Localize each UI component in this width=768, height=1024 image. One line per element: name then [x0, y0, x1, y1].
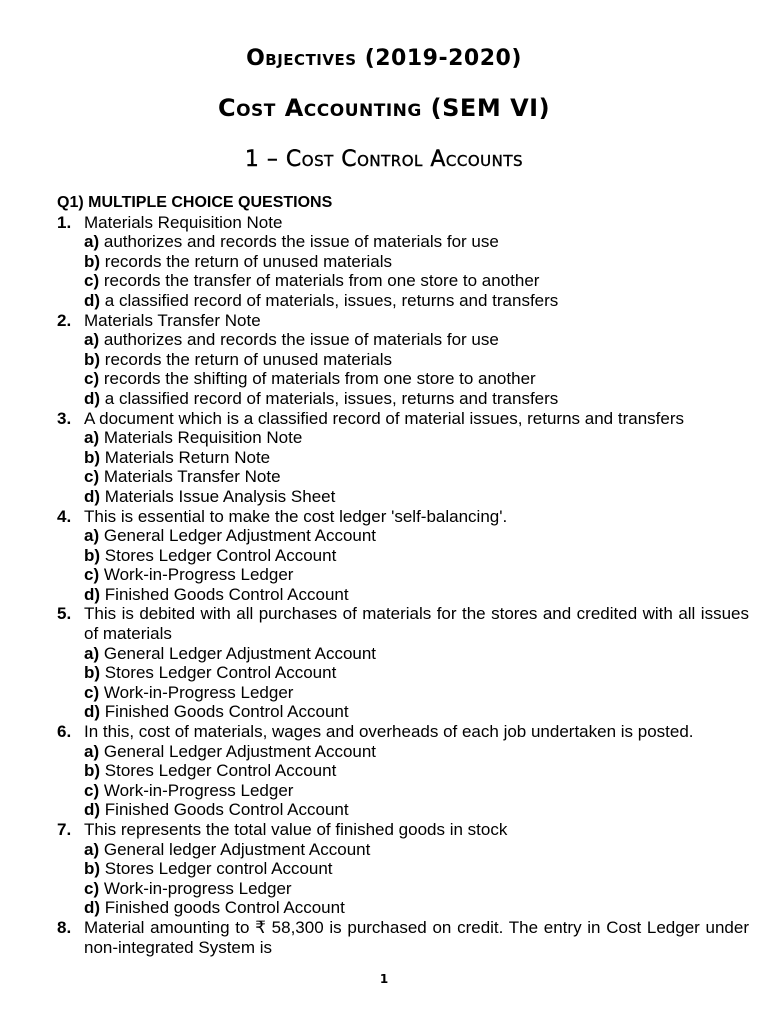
option-text: General Ledger Adjustment Account: [103, 643, 377, 663]
question-text: Materials Requisition Note: [84, 212, 283, 232]
option-text: Materials Return Note: [104, 447, 271, 467]
answer-option: [84, 565, 749, 585]
option-label: b): [84, 349, 101, 369]
option-text: Materials Requisition Note: [103, 428, 303, 448]
question-number: 7.: [57, 820, 72, 839]
option-label: a): [84, 526, 100, 546]
option-label: b): [84, 545, 101, 565]
option-label: d): [84, 290, 101, 310]
answer-option: [84, 291, 749, 311]
option-text: Stores Ledger Control Account: [104, 663, 337, 683]
option-label: d): [84, 800, 101, 820]
option-label: a): [84, 741, 100, 761]
answer-option: [84, 663, 749, 683]
option-label: a): [84, 330, 100, 350]
option-label: c): [84, 271, 100, 291]
option-label: d): [84, 486, 101, 506]
question-number: 8.: [57, 917, 72, 937]
question-item: [57, 507, 749, 605]
question-item: [57, 722, 749, 820]
answer-option: [84, 683, 749, 703]
answer-option: [84, 840, 749, 860]
answer-option: [84, 487, 749, 507]
option-label: d): [84, 388, 101, 408]
answer-option: [84, 879, 749, 899]
question-number: 2.: [57, 310, 72, 330]
option-text: records the shifting of materials from one store to another: [103, 369, 536, 389]
option-label: d): [84, 584, 101, 604]
answer-option: [84, 350, 749, 370]
option-text: General ledger Adjustment Account: [103, 839, 371, 859]
question-number: 3.: [57, 408, 72, 428]
answer-option: [84, 271, 749, 291]
answer-option: [84, 898, 749, 918]
answer-options: [84, 232, 749, 310]
option-label: b): [84, 447, 101, 467]
answer-option: [84, 800, 749, 820]
subject-title: Cost Accounting (SEM VI): [217, 94, 551, 122]
option-text: Stores Ledger control Account: [104, 859, 333, 879]
answer-options: [84, 330, 749, 408]
answer-option: [84, 546, 749, 566]
question-item: [57, 409, 749, 507]
option-label: b): [84, 251, 101, 271]
question-text: This is essential to make the cost ledger 'self-balancing'.: [84, 506, 508, 526]
option-text: a classified record of materials, issues, returns and transfers: [104, 388, 559, 408]
option-label: d): [84, 898, 101, 918]
option-text: Work-in-progress Ledger: [103, 878, 292, 898]
option-label: a): [84, 643, 100, 663]
option-text: authorizes and records the issue of materials for use: [103, 330, 499, 350]
option-text: General Ledger Adjustment Account: [103, 526, 377, 546]
option-text: Finished Goods Control Account: [104, 702, 349, 722]
chapter-title: 1 – Cost Control Accounts: [244, 147, 524, 172]
question-number: 4.: [57, 506, 72, 526]
answer-option: [84, 742, 749, 762]
answer-option: [84, 232, 749, 252]
option-text: Work-in-Progress Ledger: [103, 682, 294, 702]
option-label: c): [84, 467, 100, 487]
option-text: Work-in-Progress Ledger: [103, 565, 294, 585]
section-heading: Q1) MULTIPLE CHOICE QUESTIONS: [57, 194, 333, 211]
option-text: Finished goods Control Account: [104, 898, 345, 918]
question-number: 6.: [57, 722, 72, 742]
option-label: c): [84, 565, 100, 585]
option-label: c): [84, 369, 100, 389]
answer-option: [84, 702, 749, 722]
option-text: Finished Goods Control Account: [104, 584, 349, 604]
answer-options: [84, 840, 749, 918]
option-label: d): [84, 702, 101, 722]
option-text: records the return of unused materials: [104, 349, 393, 369]
answer-option: [84, 644, 749, 664]
answer-option: [84, 252, 749, 272]
question-text: A document which is a classified record of material issues, returns and transfers: [84, 408, 684, 428]
option-text: General Ledger Adjustment Account: [103, 741, 377, 761]
option-text: Stores Ledger Control Account: [104, 761, 337, 781]
answer-option: [84, 585, 749, 605]
question-item: [57, 604, 749, 722]
page-number: 1: [379, 972, 389, 986]
answer-option: [84, 761, 749, 781]
question-item: [57, 213, 749, 311]
option-label: c): [84, 682, 100, 702]
answer-options: [84, 644, 749, 722]
question-number: 5.: [57, 604, 72, 624]
document-title: Objectives (2019-2020): [246, 46, 522, 71]
question-item: [57, 820, 749, 918]
option-label: a): [84, 428, 100, 448]
answer-option: [84, 859, 749, 879]
answer-options: [84, 526, 749, 604]
question-number: 1.: [57, 212, 72, 232]
question-text: This is debited with all purchases of materials for the stores and credited with all issues of materials: [84, 604, 749, 644]
option-text: a classified record of materials, issues, returns and transfers: [104, 290, 559, 310]
option-label: c): [84, 878, 100, 898]
answer-option: [84, 467, 749, 487]
option-label: c): [84, 780, 100, 800]
question-item: [57, 918, 749, 957]
option-text: records the transfer of materials from one store to another: [103, 271, 540, 291]
answer-option: [84, 428, 749, 448]
answer-option: [84, 781, 749, 801]
answer-options: [84, 428, 749, 506]
option-text: Materials Transfer Note: [103, 467, 281, 487]
answer-option: [84, 448, 749, 468]
option-label: b): [84, 663, 101, 683]
option-text: records the return of unused materials: [104, 251, 393, 271]
option-label: a): [84, 839, 100, 859]
answer-option: [84, 526, 749, 546]
question-item: [57, 311, 749, 409]
questions-container: [57, 213, 749, 958]
option-label: b): [84, 761, 101, 781]
answer-option: [84, 330, 749, 350]
question-text: In this, cost of materials, wages and overheads of each job undertaken is posted.: [84, 722, 694, 742]
question-text: Material amounting to ₹ 58,300 is purchased on credit. The entry in Cost Ledger under non-integrated System is: [84, 917, 749, 957]
option-text: Materials Issue Analysis Sheet: [104, 486, 336, 506]
option-text: Stores Ledger Control Account: [104, 545, 337, 565]
answer-options: [84, 742, 749, 820]
question-text: This represents the total value of finished goods in stock: [84, 820, 508, 839]
answer-option: [84, 389, 749, 409]
option-label: b): [84, 859, 101, 879]
question-list: [57, 193, 749, 957]
option-text: authorizes and records the issue of materials for use: [103, 232, 499, 252]
option-text: Finished Goods Control Account: [104, 800, 349, 820]
option-label: a): [84, 232, 100, 252]
option-text: Work-in-Progress Ledger: [103, 780, 294, 800]
answer-option: [84, 369, 749, 389]
question-text: Materials Transfer Note: [84, 310, 261, 330]
